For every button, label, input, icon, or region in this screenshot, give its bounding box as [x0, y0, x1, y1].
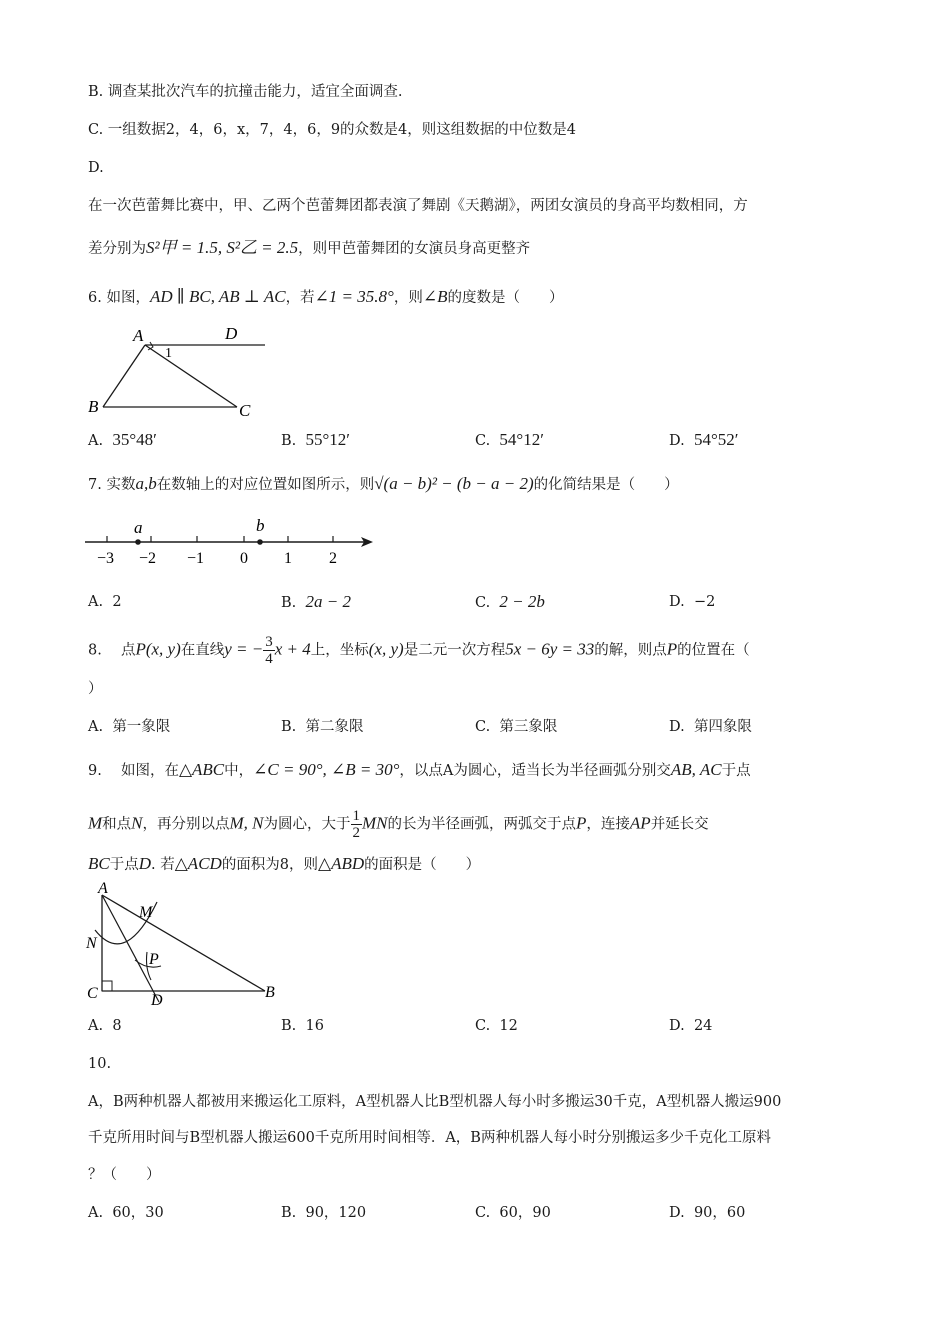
tick-label: −2 [139, 550, 157, 567]
label-c: C [87, 985, 98, 1002]
q8-stem-line2: ） [88, 681, 103, 697]
label-a: a [134, 518, 143, 537]
q9-option-a[interactable]: A. 8 [88, 1018, 122, 1034]
q9-option-d[interactable]: D. 24 [669, 1018, 713, 1034]
q10-option-b[interactable]: B. 90，120 [281, 1205, 367, 1221]
q7-option-c[interactable]: C. 2 − 2b [475, 592, 545, 611]
q5-option-d-line1: 在一次芭蕾舞比赛中，甲、乙两个芭蕾舞团都表演了舞剧《天鹅湖》，两团女演员的身高平均数相同，方 [88, 198, 748, 214]
q6-option-c[interactable]: C. 54°12′ [475, 430, 544, 449]
q10-option-c[interactable]: C. 60，90 [475, 1205, 551, 1221]
right-angle-mark [148, 342, 153, 350]
q9-option-b[interactable]: B. 16 [281, 1018, 324, 1034]
q6-figure [85, 322, 265, 422]
q9-figure [85, 878, 285, 1010]
line-ab [102, 895, 265, 991]
q5-option-c: C. 一组数据2，4，6，x，7，4，6，9的众数是4，则这组数据的中位数是4 [88, 122, 576, 138]
label-b: B [88, 397, 99, 416]
q10-option-d[interactable]: D. 90，60 [669, 1205, 746, 1221]
q10-option-a[interactable]: A. 60，30 [88, 1205, 164, 1221]
label-b: B [265, 984, 275, 1001]
q7-option-a[interactable]: A. 2 [88, 594, 122, 610]
q8-option-d[interactable]: D. 第四象限 [669, 719, 752, 735]
variance-formula: S²甲 = 1.5, S²乙 = 2.5 [146, 238, 299, 257]
label-c: C [239, 401, 251, 420]
tick-label: 1 [284, 550, 292, 567]
q8-option-c[interactable]: C. 第三象限 [475, 719, 558, 735]
label-m: M [139, 904, 153, 921]
q9-stem-line1: 9. 如图，在△ABC中，∠C = 90°, ∠B = 30°，以点A为圆心，适当长为半径画弧分别交AB, AC于点 [88, 760, 751, 779]
q6-stem: 6. 如图，AD ∥ BC, AB ⊥ AC，若∠1 = 35.8°，则∠B的度数是（ ） [88, 287, 564, 306]
right-angle-mark [102, 981, 112, 991]
q6-option-d[interactable]: D. 54°52′ [669, 430, 739, 449]
q10-number: 10. [88, 1056, 112, 1072]
point-b [257, 539, 263, 545]
label-a: A [133, 326, 144, 345]
q9-option-c[interactable]: C. 12 [475, 1018, 518, 1034]
line-ac [145, 345, 237, 407]
fraction-3-4: $\frac{3}{4}$ [265, 634, 273, 667]
line-ab [103, 345, 145, 407]
tick-label: −1 [187, 550, 205, 567]
label-n: N [86, 935, 97, 952]
q10-stem-line1: A，B两种机器人都被用来搬运化工原料，A型机器人比B型机器人每小时多搬运30千克，A型机器人搬运900 [88, 1094, 782, 1110]
q9-stem-line2: M和点N，再分别以点M, N为圆心，大于 $\frac{1}{2}$ MN的长为半径画弧，两弧交于点P，连接AP并延长交 [88, 808, 709, 841]
label-d: D [225, 324, 238, 343]
tick-label: 0 [240, 550, 248, 567]
q9-stem-line3: BC于点D. 若△ACD的面积为8，则△ABD的面积是（ ） [88, 854, 481, 873]
label-d: D [151, 992, 163, 1009]
q8-stem-line1: 8. 点P(x, y)在直线y = − $\frac{3}{4}$ x + 4上，坐标(x, y)是二元一次方程5x − 6y = 33的解，则点P的位置在（ [88, 634, 750, 667]
fraction-1-2: $\frac{1}{2}$ [352, 808, 361, 841]
label-b: b [256, 516, 265, 535]
q8-option-a[interactable]: A. 第一象限 [88, 719, 171, 735]
q10-stem-line2: 千克所用时间与B型机器人搬运600千克所用时间相等．A，B两种机器人每小时分别搬运多少千克化工原料 [88, 1130, 771, 1146]
q7-option-b[interactable]: B. 2a − 2 [281, 592, 351, 611]
tick-label: 2 [329, 550, 337, 567]
label-1: 1 [165, 346, 172, 361]
tick-label: −3 [97, 550, 115, 567]
label-p: P [149, 951, 159, 968]
q5-option-d-line2: 差分别为S²甲 = 1.5, S²乙 = 2.5，则甲芭蕾舞团的女演员身高更整齐 [88, 238, 531, 257]
q7-option-d[interactable]: D. −2 [669, 594, 716, 610]
label-a: A [98, 880, 108, 897]
point-a [135, 539, 141, 545]
q10-stem-line3: ？（ ） [88, 1167, 161, 1183]
q6-option-b[interactable]: B. 55°12′ [281, 430, 351, 449]
q6-option-a[interactable]: A. 35°48′ [88, 430, 157, 449]
q8-option-b[interactable]: B. 第二象限 [281, 719, 364, 735]
q5-option-d-label: D. [88, 160, 104, 176]
q5-option-b: B. 调查某批次汽车的抗撞击能力，适宜全面调查. [88, 84, 403, 100]
q7-stem: 7. 实数a,b在数轴上的对应位置如图所示，则√(a − b)² − (b − a − 2)的化简结果是（ ） [88, 474, 679, 493]
q7-number-line [85, 515, 385, 575]
